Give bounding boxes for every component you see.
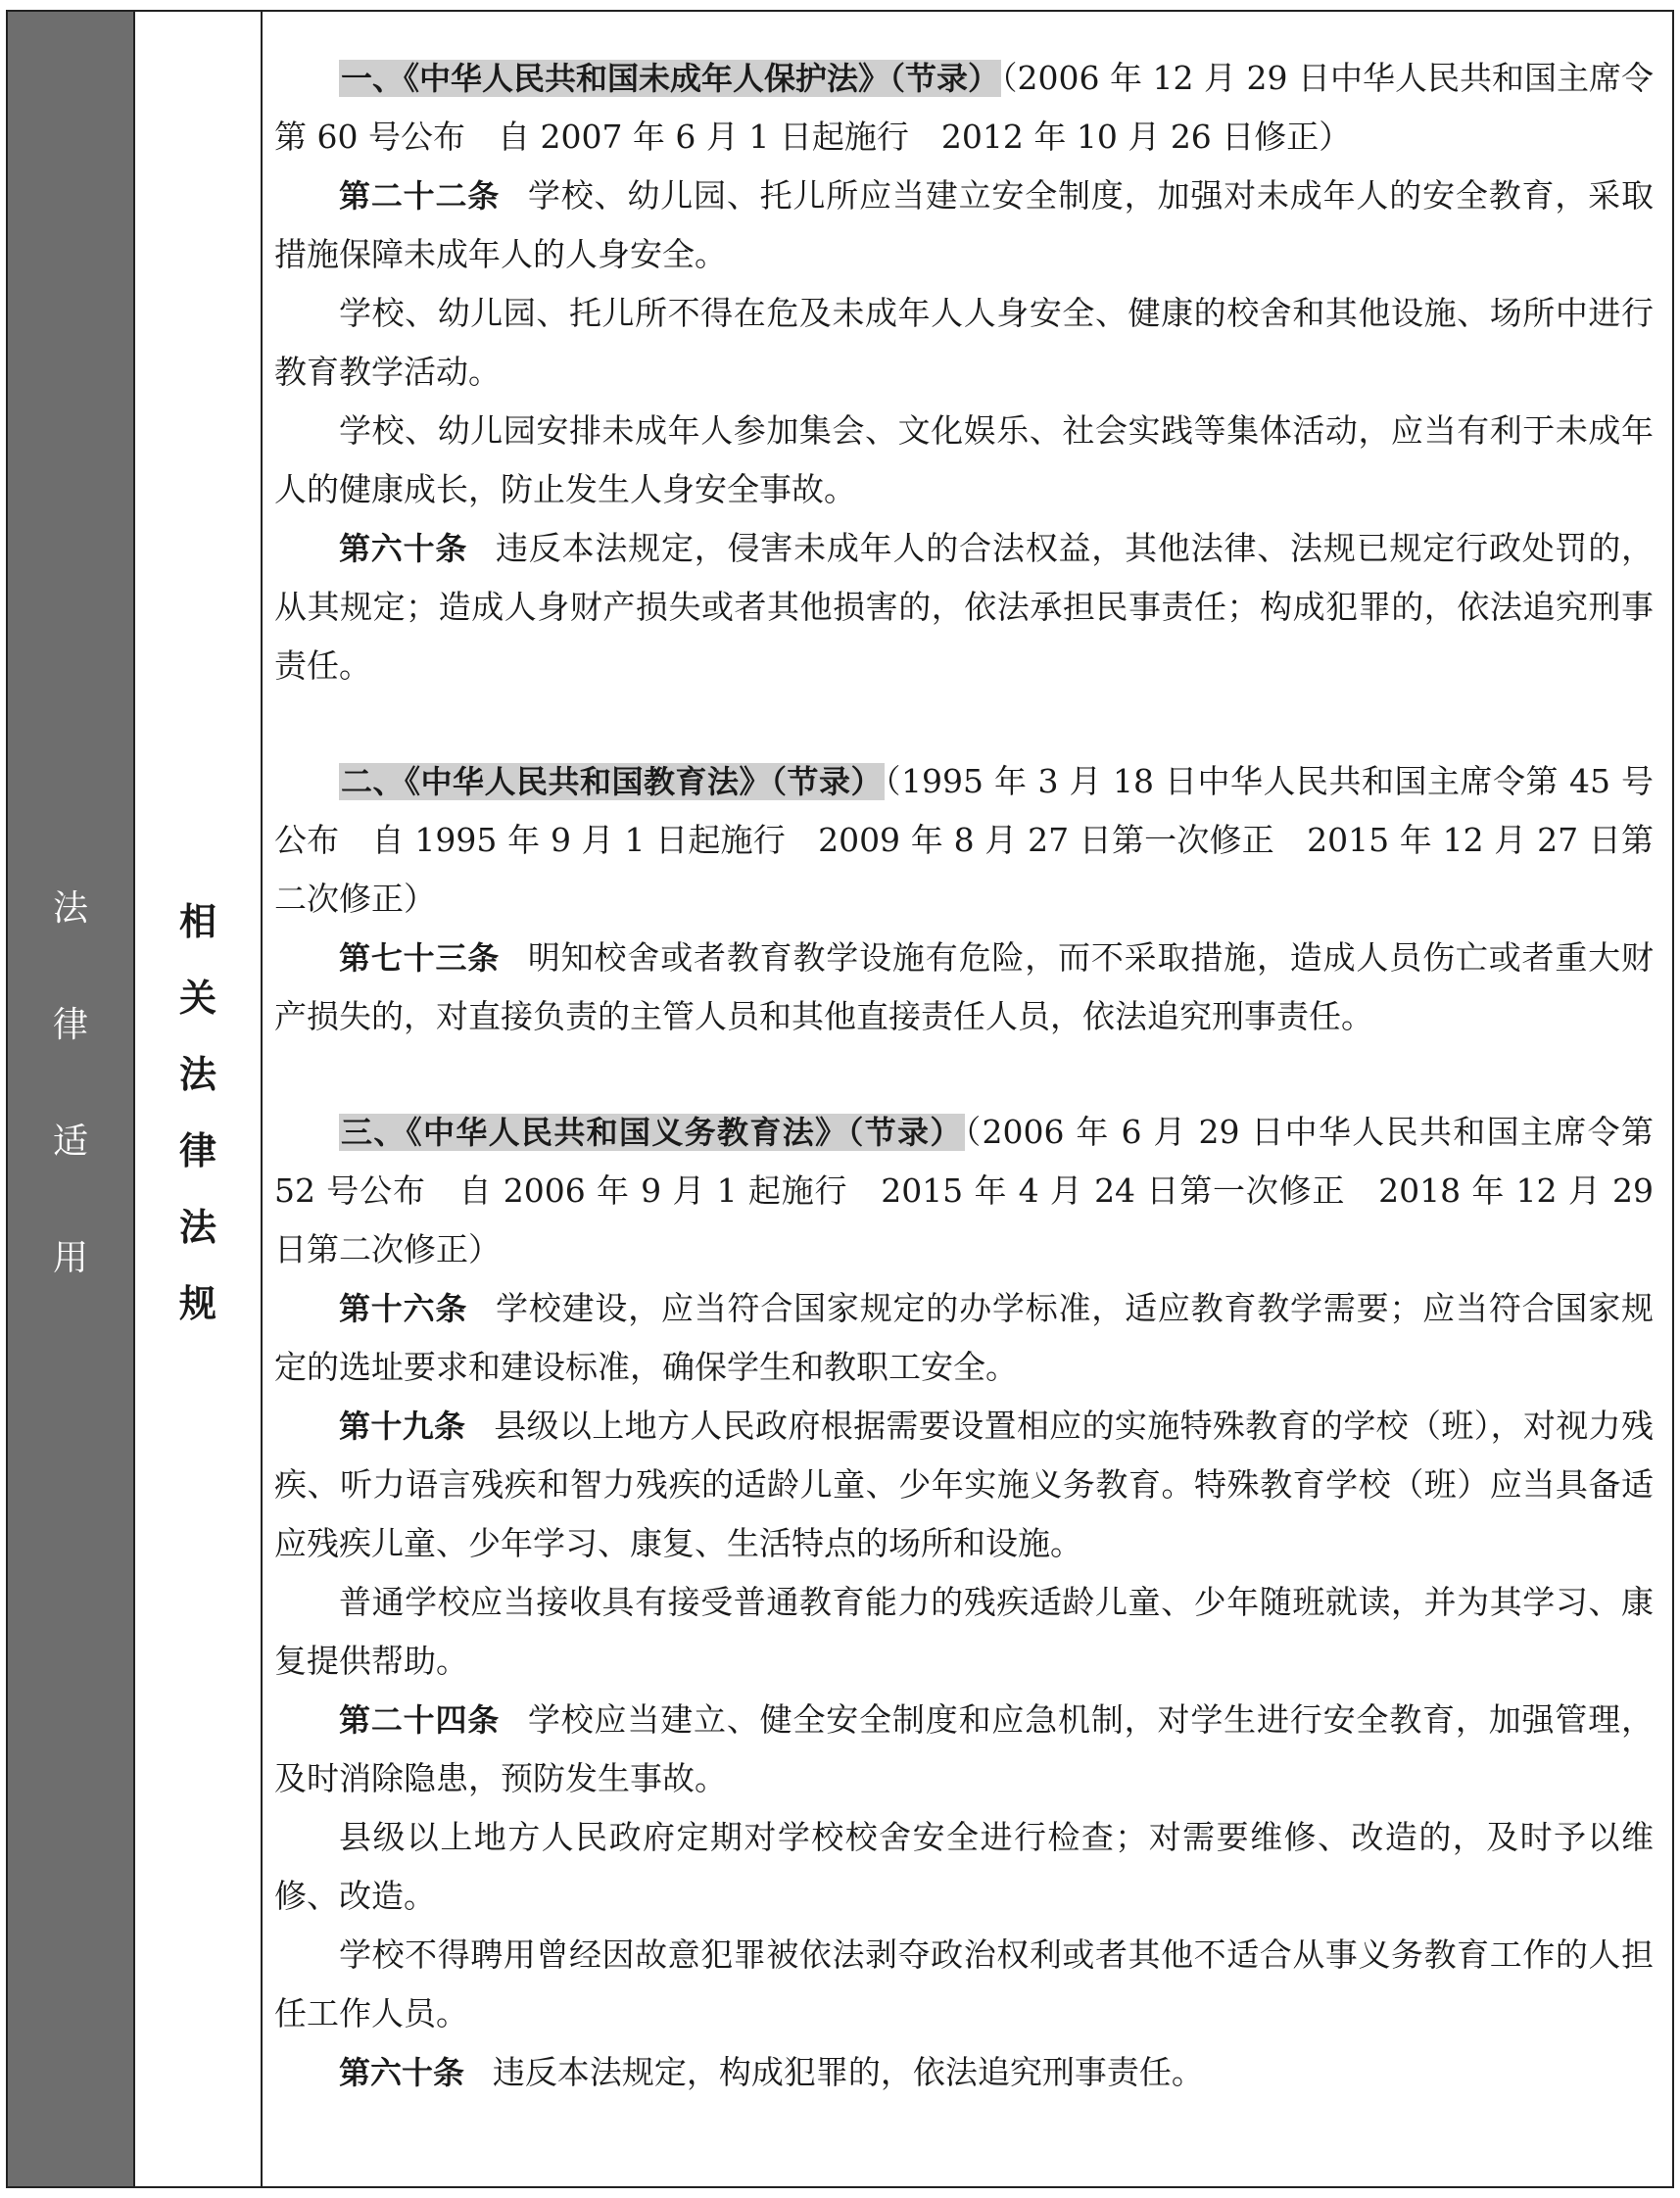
subcategory-char: 法 — [178, 1053, 216, 1096]
law-title-paragraph — [274, 1103, 1654, 1279]
article-paragraph — [274, 929, 1654, 1046]
law-source: （1995 年 3 月 18 日中华人民共和国主席令第 45 号公布 自 1995 年 9 月 1 日起施行 2009 年 8 月 27 日第一次修正 2015 年 12 月 27 日第二次修正） — [274, 762, 1654, 918]
subcategory-column — [135, 12, 263, 2186]
article-paragraph — [274, 1279, 1654, 1397]
law-title-paragraph — [274, 752, 1654, 929]
subcategory-char: 相 — [178, 900, 216, 943]
article-paragraph — [274, 1573, 1654, 1691]
subcategory-char: 关 — [178, 977, 216, 1020]
article-number: 第二十四条 — [339, 1701, 501, 1739]
article-number: 第二十二条 — [339, 177, 501, 215]
category-char: 法 — [52, 888, 88, 929]
subcategory-char: 法 — [178, 1206, 216, 1249]
article-text: 违反本法规定，侵害未成年人的合法权益，其他法律、法规已规定行政处罚的，从其规定；造成人身财产损失或者其他损害的，依法承担民事责任；构成犯罪的，依法追究刑事责任。 — [274, 529, 1654, 685]
article-text: 学校应当建立、健全安全制度和应急机制，对学生进行安全教育，加强管理，及时消除隐患，预防发生事故。 — [274, 1700, 1654, 1797]
article-text: 学校、幼儿园、托儿所应当建立安全制度，加强对未成年人的安全教育，采取措施保障未成年人的人身安全。 — [274, 176, 1654, 273]
subcategory-label — [135, 884, 261, 1342]
article-number: 第七十三条 — [339, 939, 501, 977]
article-paragraph — [274, 1691, 1654, 1808]
law-section-3 — [274, 1103, 1654, 2102]
subcategory-char: 律 — [178, 1129, 216, 1172]
article-text: 县级以上地方人民政府定期对学校校舍安全进行检查；对需要维修、改造的，及时予以维修、改造。 — [274, 1818, 1654, 1915]
article-paragraph — [274, 519, 1654, 695]
category-char: 用 — [52, 1238, 88, 1278]
article-text: 学校、幼儿园安排未成年人参加集会、文化娱乐、社会实践等集体活动，应当有利于未成年人的健康成长，防止发生人身安全事故。 — [274, 411, 1654, 508]
law-title-paragraph — [274, 49, 1654, 167]
category-char: 适 — [52, 1122, 88, 1162]
article-paragraph — [274, 402, 1654, 519]
content-area — [274, 49, 1654, 2102]
article-number: 第十九条 — [339, 1408, 466, 1445]
law-source: （2006 年 12 月 29 日中华人民共和国主席令第 60 号公布 自 2007 年 6 月 1 日起施行 2012 年 10 月 26 日修正） — [274, 59, 1654, 156]
category-column — [8, 12, 135, 2186]
article-paragraph — [274, 284, 1654, 402]
law-source: （2006 年 6 月 29 日中华人民共和国主席令第 52 号公布 自 2006 年 9 月 1 起施行 2015 年 4 月 24 日第一次修正 2018 年 12 月 29 日第二次修正） — [274, 1113, 1654, 1268]
article-text: 学校建设，应当符合国家规定的办学标准，适应教育教学需要；应当符合国家规定的选址要求和建设标准，确保学生和教职工安全。 — [274, 1289, 1654, 1386]
article-number: 第六十条 — [339, 2054, 465, 2091]
law-heading: 一、《中华人民共和国未成年人保护法》（节录） — [341, 60, 1000, 97]
law-heading: 三、《中华人民共和国义务教育法》（节录） — [341, 1114, 963, 1151]
law-section-1 — [274, 49, 1654, 695]
category-char: 律 — [52, 1005, 88, 1045]
law-heading: 二、《中华人民共和国教育法》（节录） — [341, 763, 884, 800]
article-paragraph — [274, 1397, 1654, 1573]
category-label — [8, 850, 133, 1316]
article-text: 明知校舍或者教育教学设施有危险，而不采取措施，造成人员伤亡或者重大财产损失的，对直接负责的主管人员和其他直接责任人员，依法追究刑事责任。 — [274, 938, 1654, 1035]
law-section-2 — [274, 752, 1654, 1046]
article-text: 县级以上地方人民政府根据需要设置相应的实施特殊教育的学校（班），对视力残疾、听力语言残疾和智力残疾的适龄儿童、少年实施义务教育。特殊教育学校（班）应当具备适应残疾儿童、少年学习、康复、生活特点的场所和设施。 — [274, 1407, 1654, 1562]
article-paragraph — [274, 2043, 1654, 2102]
article-paragraph — [274, 1808, 1654, 1926]
article-number: 第十六条 — [339, 1290, 468, 1327]
article-paragraph — [274, 167, 1654, 284]
subcategory-char: 规 — [178, 1282, 216, 1325]
article-text: 学校不得聘用曾经因故意犯罪被依法剥夺政治权利或者其他不适合从事义务教育工作的人担任工作人员。 — [274, 1935, 1654, 2032]
article-paragraph — [274, 1926, 1654, 2043]
article-number: 第六十条 — [339, 530, 468, 567]
article-text: 学校、幼儿园、托儿所不得在危及未成年人人身安全、健康的校舍和其他设施、场所中进行教育教学活动。 — [274, 294, 1654, 391]
article-text: 违反本法规定，构成犯罪的，依法追究刑事责任。 — [492, 2053, 1204, 2091]
article-text: 普通学校应当接收具有接受普通教育能力的残疾适龄儿童、少年随班就读，并为其学习、康复提供帮助。 — [274, 1583, 1654, 1680]
